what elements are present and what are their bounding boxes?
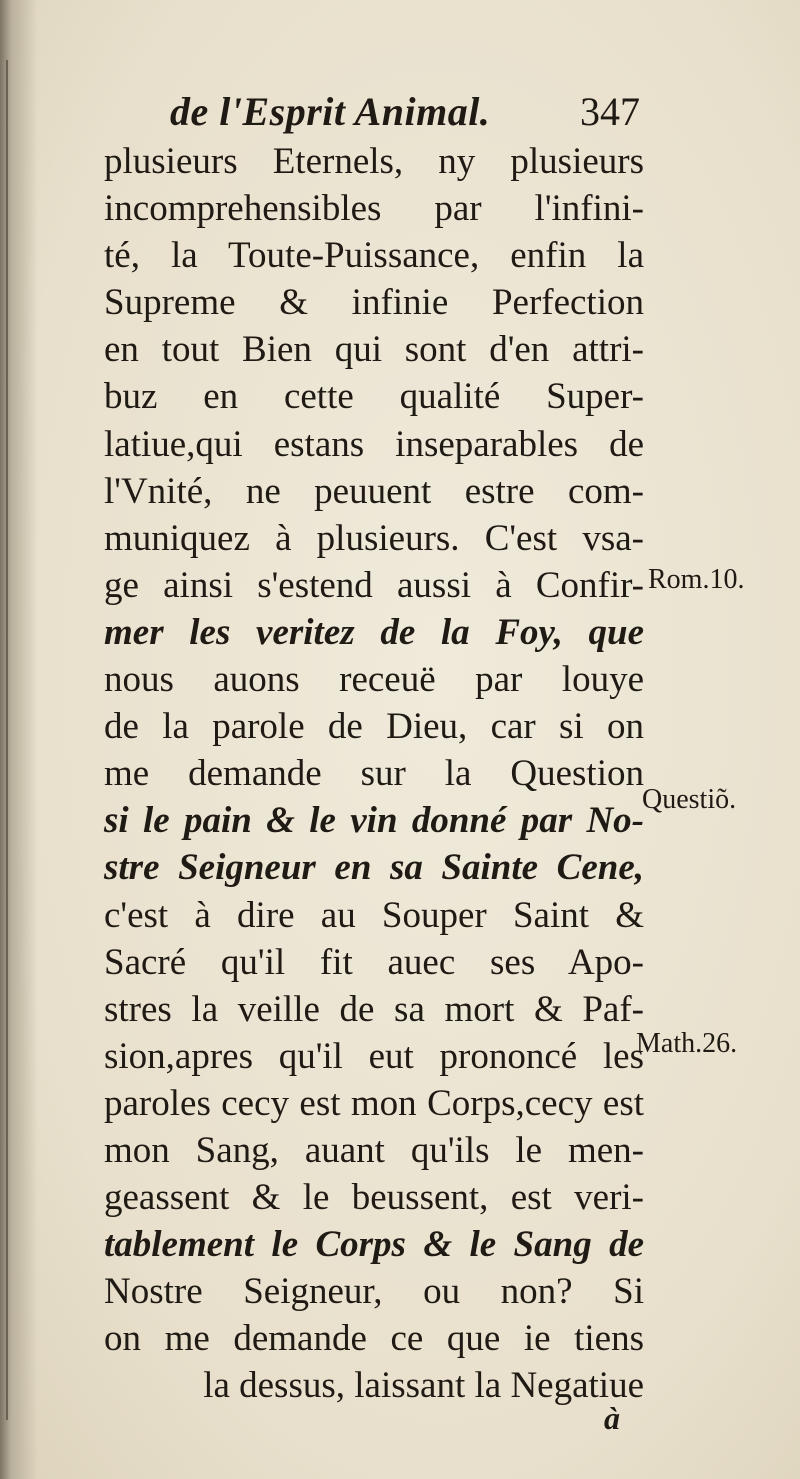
text-line: l'Vnité, ne peuuent estre com- — [104, 470, 644, 512]
text-line: latiue,qui estans inseparables de — [104, 423, 644, 465]
text-line: Supreme & infinie Perfection — [104, 282, 644, 324]
running-title: de l'Esprit Animal. — [170, 89, 491, 134]
text-line-italic: stre Seigneur en sa Sainte Cene, — [104, 847, 644, 889]
body-text — [104, 138, 644, 1410]
gutter-edge — [6, 60, 8, 1420]
text-line: incomprehensibles par l'infini- — [104, 188, 644, 230]
page-number: 347 — [580, 89, 640, 134]
text-line: muniquez à plusieurs. C'est vsa- — [104, 517, 644, 559]
text-line-italic: si le pain & le vin donné par No- — [104, 800, 644, 842]
text-line: Nostre Seigneur, ou non? Si — [104, 1271, 644, 1313]
text-line: c'est à dire au Souper Saint & — [104, 894, 644, 936]
text-line: geassent & le beussent, est veri- — [104, 1177, 644, 1219]
page-header — [170, 86, 640, 138]
text-line: paroles cecy est mon Corps,cecy est — [104, 1082, 644, 1124]
text-line: plusieurs Eternels, ny plusieurs — [104, 141, 644, 182]
text-line-italic: tablement le Corps & le Sang de — [104, 1224, 644, 1266]
catchword: à — [604, 1400, 620, 1436]
marginal-note-questio: Questiõ. — [642, 784, 737, 815]
text-line: stres la veille de sa mort & Paf- — [104, 988, 644, 1030]
text-line: sion,apres qu'il eut prononcé les — [104, 1035, 644, 1077]
text-line: en tout Bien qui sont d'en attri- — [104, 329, 644, 371]
text-line: me demande sur la Question — [104, 753, 644, 795]
text-line: nous auons receuë par louye — [104, 659, 644, 701]
marginal-note-math: Math.26. — [636, 1028, 738, 1059]
text-line: on me demande ce que ie tiens — [104, 1318, 644, 1360]
text-line: buz en cette qualité Super- — [104, 376, 644, 418]
text-line-italic: mer les veritez de la Foy, que — [104, 611, 644, 653]
text-line: ge ainsi s'estend aussi à Confir- — [104, 564, 644, 606]
text-line: la dessus, laissant la Negatiue — [203, 1365, 644, 1407]
text-line: té, la Toute-Puissance, enfin la — [104, 235, 644, 277]
text-line: mon Sang, auant qu'ils le men- — [104, 1129, 644, 1171]
marginal-note-rom: Rom.10. — [648, 564, 745, 595]
text-line: de la parole de Dieu, car si on — [104, 706, 644, 748]
text-line: Sacré qu'il fit auec ses Apo- — [104, 941, 644, 983]
